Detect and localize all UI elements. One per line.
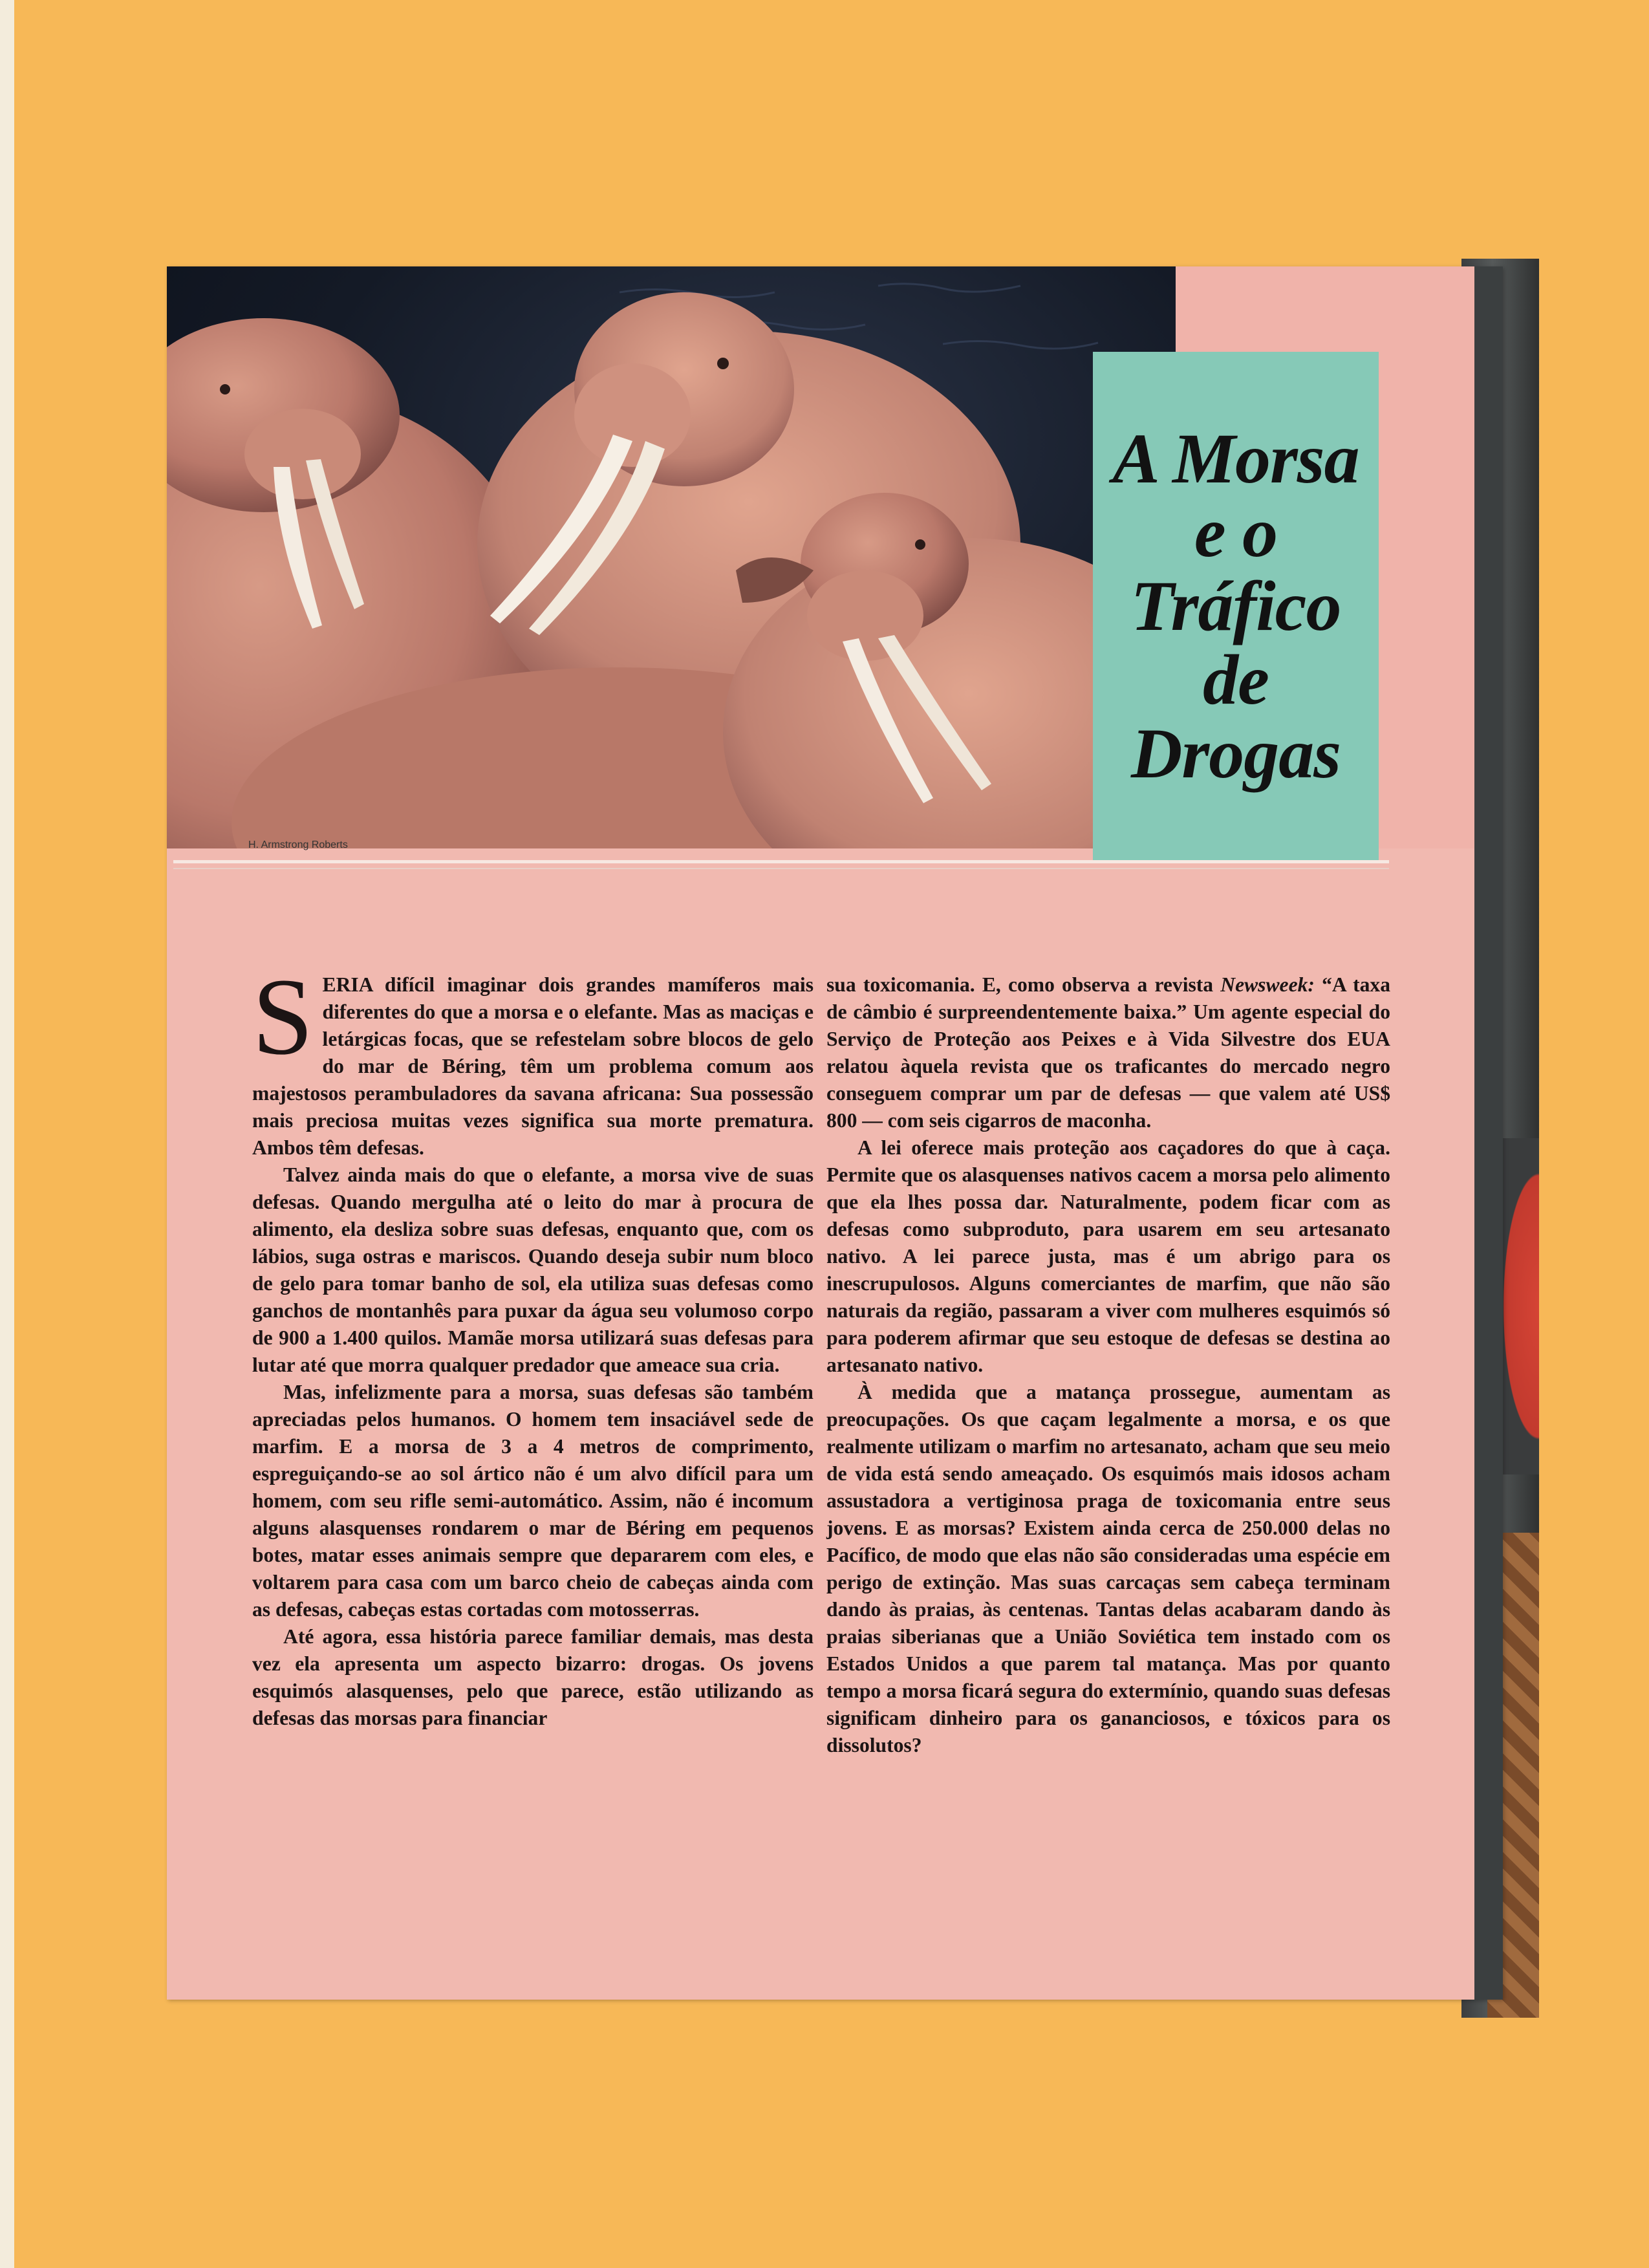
scan-left-margin: [0, 0, 14, 2268]
walrus-photo: [167, 266, 1176, 848]
article-column-left: [252, 956, 814, 1732]
paragraph-3: Mas, infelizmente para a morsa, suas defesas são também apreciadas pelos humanos. O homem tem insaciável sede de marfim. E a morsa de 3 a 4 metros de comprimento, espreguiçando-se ao sol ártico não é um alvo difícil para um homem, com seu rifle semi-automático. Assim, não é incomum alguns alasquenses rondarem o mar de Béring em pequenos botes, matar esses animais sempre que depararem com eles, e voltarem para casa com um barco cheio de cabeças ainda com as defesas, cabeças estas cortadas com motosserras.: [252, 1381, 814, 1621]
magazine-name: Newsweek:: [1220, 973, 1315, 996]
title-line-3: Tráfico: [1130, 567, 1341, 645]
title-line-5: Drogas: [1130, 714, 1341, 793]
photo-credit: H. Armstrong Roberts: [248, 839, 348, 850]
page-edge-shadow: [1474, 266, 1503, 2000]
paragraph-6: A lei oferece mais proteção aos caçadores do que à caça. Permite que os alasquenses nativos cacem a morsa pelo alimento que ela lhes possa dar. Naturalmente, podem ficar com as defesas como subproduto, para usarem em seu artesanato nativo. A lei parece justa, mas é um abrigo para os inescrupulosos. Alguns comerciantes de marfim, que não são naturais da região, passaram a viver com mulheres esquimós só para poderem afirmar que seu estoque de defesas se destina ao artesanato nativo.: [826, 1136, 1390, 1376]
paragraph-1: [252, 956, 814, 1161]
paragraph-4: Até agora, essa história parece familiar demais, mas desta vez ela apresenta um aspecto bizarro: drogas. Os jovens esquimós alasquenses, pelo que parece, estão utilizando as defesas das morsas para financiar: [252, 1625, 814, 1729]
walrus-illustration: [167, 266, 1176, 848]
drop-cap: S: [252, 956, 314, 1077]
divider-rule: [173, 860, 1389, 863]
paragraph-5-text-b: “A taxa de câmbio é surpreendentemente baixa.” Um agente especial do Serviço de Proteção aos Peixes e à Vida Silvestre dos EUA relatou àquela revista que os traficantes do mercado negro conseguem comprar um par de defesas — que valem até US$ 800 — com seis cigarros de maconha.: [826, 973, 1391, 1132]
paragraph-5: [826, 971, 1390, 1134]
title-line-4: de: [1203, 640, 1269, 719]
paragraph-5-text-a: sua toxicomania. E, como observa a revista: [826, 973, 1221, 996]
article-title-box: [1093, 352, 1379, 860]
paragraph-7: À medida que a matança prossegue, aumentam as preocupações. Os que caçam legalmente a morsa, e os que realmente utilizam o marfim no artesanato, acham que seu meio de vida está sendo ameaçado. Os esquimós mais idosos acham assustadora a vertiginosa praga de toxicomania entre seus jovens. E as morsas? Existem ainda cerca de 250.000 delas no Pacífico, de modo que elas não são consideradas uma espécie em perigo de extinção. Mas suas carcaças sem cabeça terminam dando às praias, às centenas. Tantas delas acabaram dando às praias siberianas que a União Soviética tem instado com os Estados Unidos a que parem tal matança. Mas por quanto tempo a morsa ficará segura do extermínio, quando suas defesas significam dinheiro para os gananciosos, e tóxicos para os dissolutos?: [826, 1381, 1390, 1756]
magazine-page: [167, 266, 1503, 2000]
paragraph-1-text: ERIA difícil imaginar dois grandes mamíferos mais diferentes do que a morsa e o elefante. Mas as maciças e letárgicas focas, que se refestelam sobre blocos de gelo do mar de Béring, têm um problema comum aos majestosos perambuladores da savana africana: Sua possessão mais preciosa muitas vezes significa sua morte prematura. Ambos têm defesas.: [252, 973, 814, 1159]
title-line-2: e o: [1194, 493, 1278, 572]
divider-rule-thin: [173, 868, 1389, 869]
paragraph-2: Talvez ainda mais do que o elefante, a morsa vive de suas defesas. Quando mergulha até o leito do mar à procura de alimento, ela desliza sobre suas defesas, enquanto que, com os lábios, suga ostras e mariscos. Quando deseja subir num bloco de gelo para tomar banho de sol, ela utiliza suas defesas como ganchos de montanhês para puxar da água seu volumoso corpo de 900 a 1.400 quilos. Mamãe morsa utilizará suas defesas para lutar até que morra qualquer predador que ameace sua cria.: [252, 1163, 814, 1376]
article-column-right: [826, 971, 1390, 1759]
title-line-1: A Morsa: [1112, 419, 1359, 498]
